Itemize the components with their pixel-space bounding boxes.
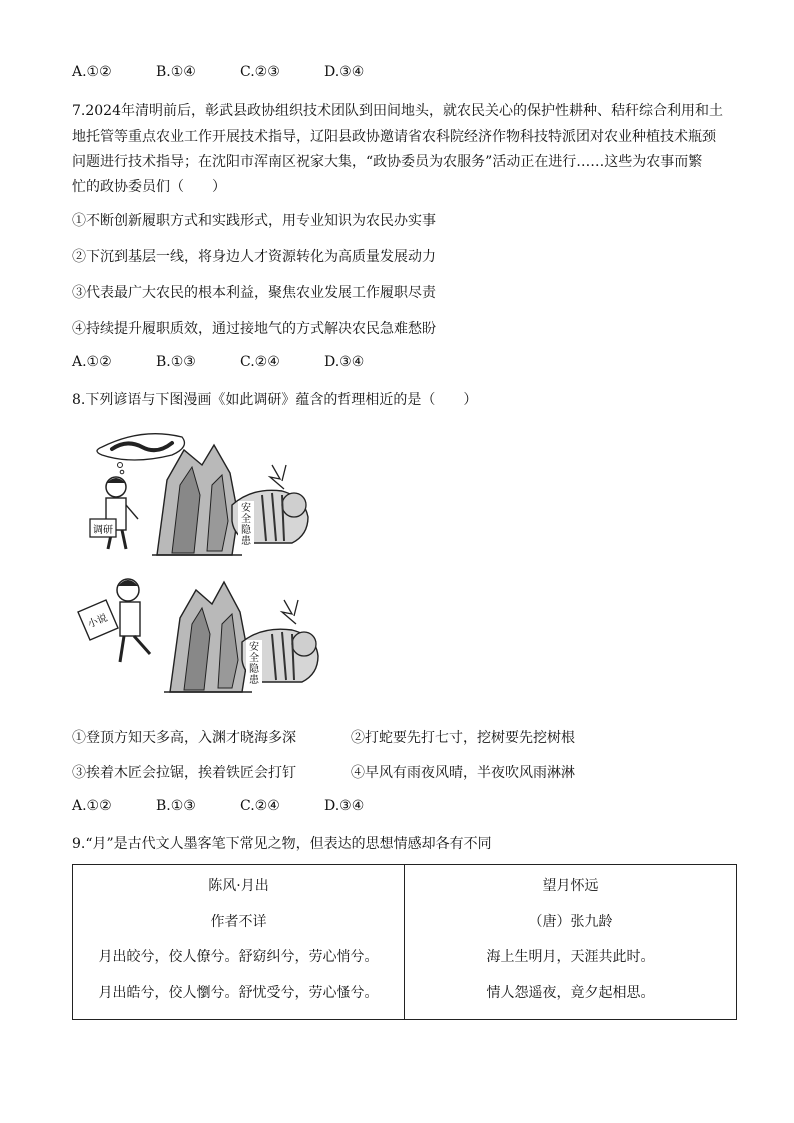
q7-stem-line-3: 问题进行技术指导；在沈阳市浑南区祝家大集，“政协委员为农服务”活动正在进行……这些为农事而繁 [72,154,703,170]
option-b: B.①④ [156,64,196,80]
poem-left-line-1: 月出皎兮，佼人僚兮。舒窈纠兮，劳心悄兮。 [98,949,379,965]
q9-stem: 9.“月”是古代文人墨客笔下常见之物，但表达的思想情感却各有不同 [72,836,492,852]
q8-stem: 8.下列谚语与下图漫画《如此调研》蕴含的哲理相近的是（ ） [72,392,478,408]
q7-item-3: ③代表最广大农民的根本利益，聚焦农业发展工作履职尽责 [72,285,436,301]
option-b: B.①③ [156,354,196,370]
tiger-label-char-1: 安 [249,642,259,653]
poem-right-author: （唐）张九龄 [528,913,613,930]
tiger-label-char-2: 全 [249,653,259,664]
q7-item-4: ④持续提升履职质效，通过接地气的方式解决农民急难愁盼 [72,321,436,337]
option-c: C.②④ [240,798,280,814]
q8-item-2: ②打蛇要先打七寸，挖树要先挖树根 [351,730,575,746]
poem-right-line-1: 海上生明月，天涯共此时。 [486,949,655,965]
researcher-figure [90,477,138,549]
q8-item-4: ④早风有雨夜风晴，半夜吹风雨淋淋 [351,765,575,781]
cartoon-panel-1 [72,425,322,565]
tiger-label-char-3: 隐 [249,664,259,675]
tiger-label-char-4: 患 [249,675,259,686]
q7-stem-line-2: 地托管等重点农业工作开展技术指导，辽阳县政协邀请省农科院经济作物科技特派团对农业种植技术瓶颈 [72,129,716,145]
poem-comparison-table [72,864,737,1020]
poem-right-cell [405,865,737,1020]
book-label: 小说 [86,612,110,631]
mountain-drawing [152,445,242,555]
option-a: A.①② [72,798,112,814]
tiger-label-char-4: 患 [241,536,251,547]
q8-item-3: ③挨着木匠会拉锯，挨着铁匠会打钉 [72,765,296,781]
cartoon-panel-2 [72,570,322,700]
option-d: D.③④ [324,354,365,370]
reader-figure [78,579,150,662]
q8-options [72,798,408,814]
q7-stem-line-4: 忙的政协委员们（ ） [72,179,226,195]
poem-left-line-2: 月出皓兮，佼人懰兮。舒忧受兮，劳心慅兮。 [98,984,379,1001]
poem-left-title: 陈风·月出 [208,878,269,894]
poem-left-cell [73,865,405,1020]
option-c: C.②③ [240,64,280,80]
q7-options [72,354,408,370]
mountain-drawing-2 [164,582,252,692]
option-c: C.②④ [240,354,280,370]
folder-label: 调研 [93,525,113,536]
poem-right-title: 望月怀远 [542,878,599,894]
q8-item-1: ①登顶方知天多高，入渊才晓海多深 [72,730,296,746]
snake-drawing [112,443,172,450]
q7-item-2: ②下沉到基层一线，将身边人才资源转化为高质量发展动力 [72,249,436,265]
option-d: D.③④ [324,64,365,80]
tiger-label-char-1: 安 [241,503,251,514]
option-a: A.①② [72,64,112,80]
poem-right-line-2: 情人怨遥夜，竟夕起相思。 [486,984,655,1001]
q7-stem-line-1: 7.2024年清明前后，彰武县政协组织技术团队到田间地头，就农民关心的保护性耕种、秸秆综合利用和土 [72,103,723,119]
tiger-label-char-2: 全 [241,514,251,525]
option-b: B.①③ [156,798,196,814]
q6-options [72,64,408,80]
option-a: A.①② [72,354,112,370]
poem-left-author: 作者不详 [210,913,267,930]
q7-item-1: ①不断创新履职方式和实践形式，用专业知识为农民办实事 [72,213,436,229]
tiger-label-char-3: 隐 [241,525,251,536]
option-d: D.③④ [324,798,365,814]
